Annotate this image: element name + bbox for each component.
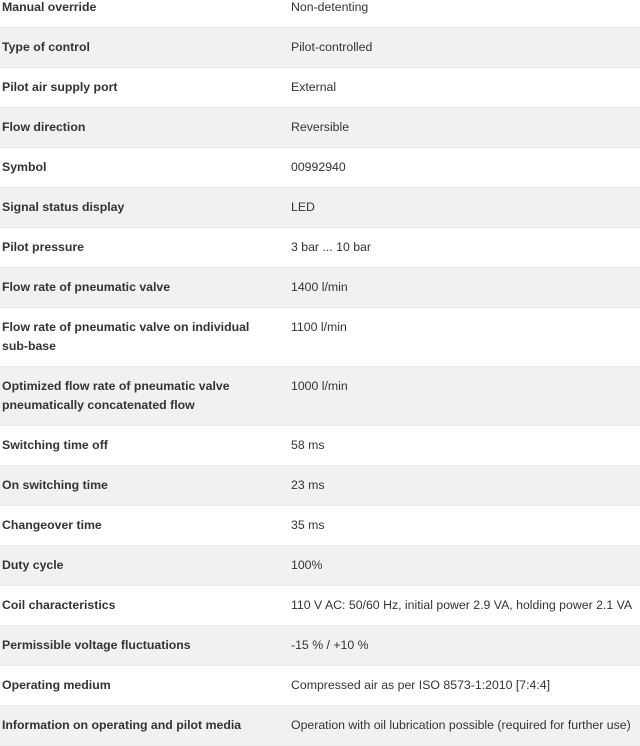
spec-label: Manual override xyxy=(2,0,97,14)
spec-label: Flow rate of pneumatic valve xyxy=(2,280,171,294)
spec-label: Switching time off xyxy=(2,438,108,452)
spec-value: Compressed air as per ISO 8573-1:2010 [7:4:4] xyxy=(291,678,551,692)
spec-label: Flow direction xyxy=(2,120,86,134)
spec-value: 3 bar ... 10 bar xyxy=(291,240,371,254)
spec-label: Optimized flow rate of pneumatic valve pneumatically concatenated flow xyxy=(2,379,230,412)
spec-row-voltage-fluctuations xyxy=(0,626,640,666)
spec-row-operating-medium xyxy=(0,666,640,706)
spec-value: External xyxy=(291,80,337,94)
spec-row-changeover-time xyxy=(0,506,640,546)
spec-value: LED xyxy=(291,200,315,214)
spec-value: Non-detenting xyxy=(291,0,369,14)
spec-label: On switching time xyxy=(2,478,108,492)
spec-row-operating-pilot-media xyxy=(0,706,640,746)
spec-row-switching-time-off xyxy=(0,426,640,466)
spec-label: Type of control xyxy=(2,40,90,54)
spec-value: -15 % / +10 % xyxy=(291,638,369,652)
spec-value: 1000 l/min xyxy=(291,379,348,393)
spec-value: Operation with oil lubrication possible (required for further use) xyxy=(291,718,631,732)
spec-row-flow-rate-sub-base xyxy=(0,308,640,367)
spec-value: 100% xyxy=(291,558,323,572)
spec-row-signal-status-display xyxy=(0,188,640,228)
spec-row-manual-override xyxy=(0,0,640,28)
spec-value: 23 ms xyxy=(291,478,325,492)
spec-value: Pilot-controlled xyxy=(291,40,373,54)
spec-value: 00992940 xyxy=(291,160,346,174)
spec-row-duty-cycle xyxy=(0,546,640,586)
spec-value: 1100 l/min xyxy=(291,320,347,334)
spec-row-coil-characteristics xyxy=(0,586,640,626)
spec-label: Flow rate of pneumatic valve on individual sub-base xyxy=(2,320,250,353)
spec-row-on-switching-time xyxy=(0,466,640,506)
spec-value: 35 ms xyxy=(291,518,325,532)
spec-row-type-of-control xyxy=(0,28,640,68)
spec-value: Reversible xyxy=(291,120,350,134)
spec-label: Changeover time xyxy=(2,518,102,532)
spec-value: 1400 l/min xyxy=(291,280,348,294)
spec-label: Pilot pressure xyxy=(2,240,85,254)
spec-label: Pilot air supply port xyxy=(2,80,118,94)
spec-row-pilot-air-supply-port xyxy=(0,68,640,108)
spec-row-flow-rate xyxy=(0,268,640,308)
spec-label: Duty cycle xyxy=(2,558,64,572)
spec-label: Operating medium xyxy=(2,678,111,692)
spec-row-pilot-pressure xyxy=(0,228,640,268)
spec-label: Information on operating and pilot media xyxy=(2,718,242,732)
spec-value: 110 V AC: 50/60 Hz, initial power 2.9 VA, holding power 2.1 VA xyxy=(291,598,633,612)
spec-row-optimized-flow-rate xyxy=(0,367,640,426)
spec-row-flow-direction xyxy=(0,108,640,148)
spec-row-symbol xyxy=(0,148,640,188)
spec-label: Signal status display xyxy=(2,200,125,214)
spec-label: Permissible voltage fluctuations xyxy=(2,638,191,652)
spec-label: Symbol xyxy=(2,160,47,174)
spec-value: 58 ms xyxy=(291,438,325,452)
spec-label: Coil characteristics xyxy=(2,598,116,612)
